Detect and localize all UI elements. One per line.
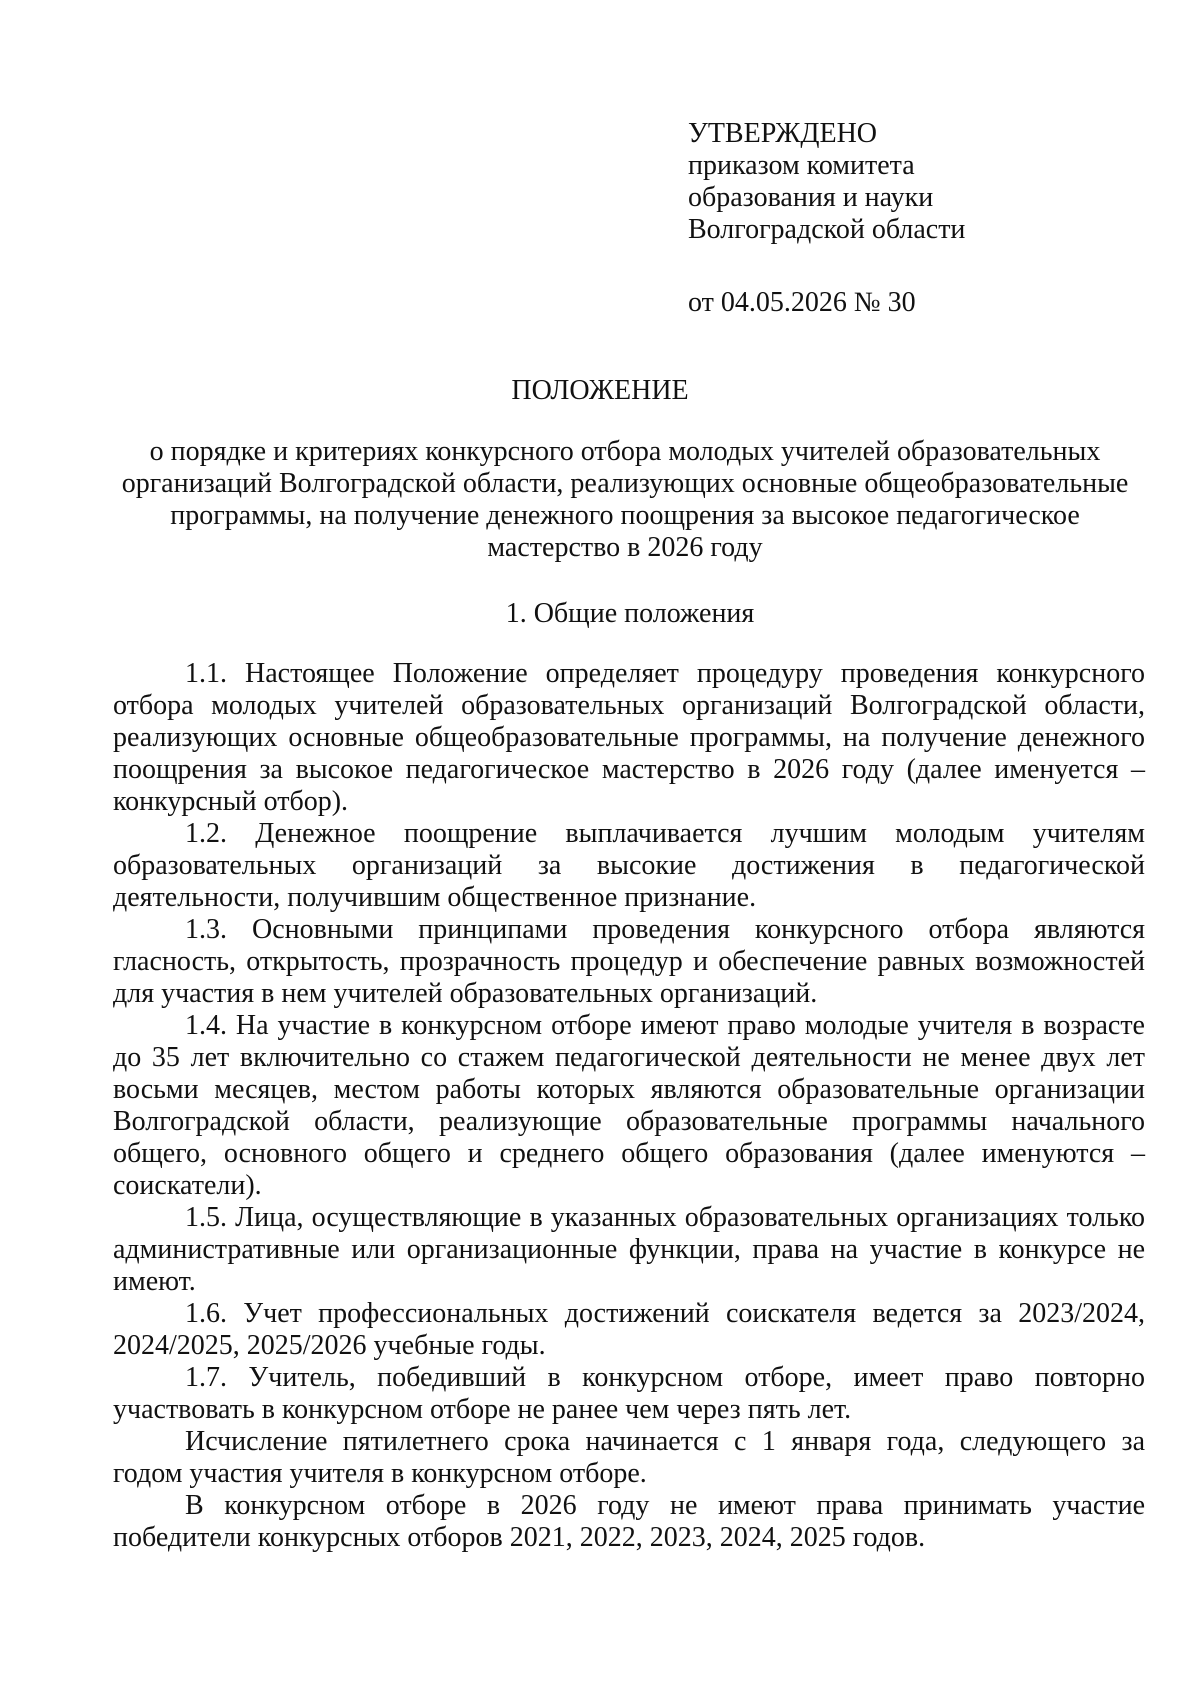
paragraph-1-6: 1.6. Учет профессиональных достижений соискателя ведется за 2023/2024, 2024/2025, 2025/2026 учебные годы. [113, 1298, 1145, 1361]
paragraph-term-calculation: Исчисление пятилетнего срока начинается с 1 января года, следующего за годом участия учителя в конкурсном отборе. [113, 1426, 1145, 1489]
approval-heading: УТВЕРЖДЕНО [688, 118, 878, 149]
section-title: 1. Общие положения [505, 598, 755, 629]
approval-line: Волгоградской области [688, 214, 966, 245]
paragraph-previous-winners: В конкурсном отборе в 2026 году не имеют права принимать участие победители конкурсных отборов 2021, 2022, 2023, 2024, 2025 годов. [113, 1490, 1145, 1553]
paragraph-1-5: 1.5. Лица, осуществляющие в указанных образовательных организациях только административные или организационные функции, права на участие в конкурсе не имеют. [113, 1202, 1145, 1297]
document-subtitle: о порядке и критериях конкурсного отбора молодых учителей образовательных организаций Волгоградской области, реализующих основные общеобразовательные программы, на получение денежного поощрения за высокое педагогическое мастерство в 2026 году [121, 436, 1129, 563]
paragraph-1-4: 1.4. На участие в конкурсном отборе имеют право молодые учителя в возрасте до 35 лет включительно со стажем педагогической деятельности не менее двух лет восьми месяцев, местом работы которых являются образовательные организации Волгоградской области, реализующие образовательные программы начального общего, основного общего и среднего общего образования (далее именуются – соискатели). [113, 1010, 1145, 1201]
approval-line: приказом комитета [688, 150, 915, 181]
paragraph-1-1: 1.1. Настоящее Положение определяет процедуру проведения конкурсного отбора молодых учителей образовательных организаций Волгоградской области, реализующих основные общеобразовательные программы, на получение денежного поощрения за высокое педагогическое мастерство в 2026 году (далее именуется – конкурсный отбор). [113, 658, 1145, 817]
approval-block [688, 118, 1128, 319]
paragraph-1-2: 1.2. Денежное поощрение выплачивается лучшим молодым учителям образовательных организаций за высокие достижения в педагогической деятельности, получившим общественное признание. [113, 818, 1145, 913]
paragraph-1-3: 1.3. Основными принципами проведения конкурсного отбора являются гласность, открытость, прозрачность процедур и обеспечение равных возможностей для участия в нем учителей образовательных организаций. [113, 914, 1145, 1009]
approval-line: образования и науки [688, 182, 934, 213]
order-date-number: от 04.05.2026 № 30 [688, 287, 916, 318]
section-body [113, 658, 1145, 1554]
paragraph-1-7: 1.7. Учитель, победивший в конкурсном отборе, имеет право повторно участвовать в конкурсном отборе не ранее чем через пять лет. [113, 1362, 1145, 1425]
document-title: ПОЛОЖЕНИЕ [511, 375, 689, 406]
